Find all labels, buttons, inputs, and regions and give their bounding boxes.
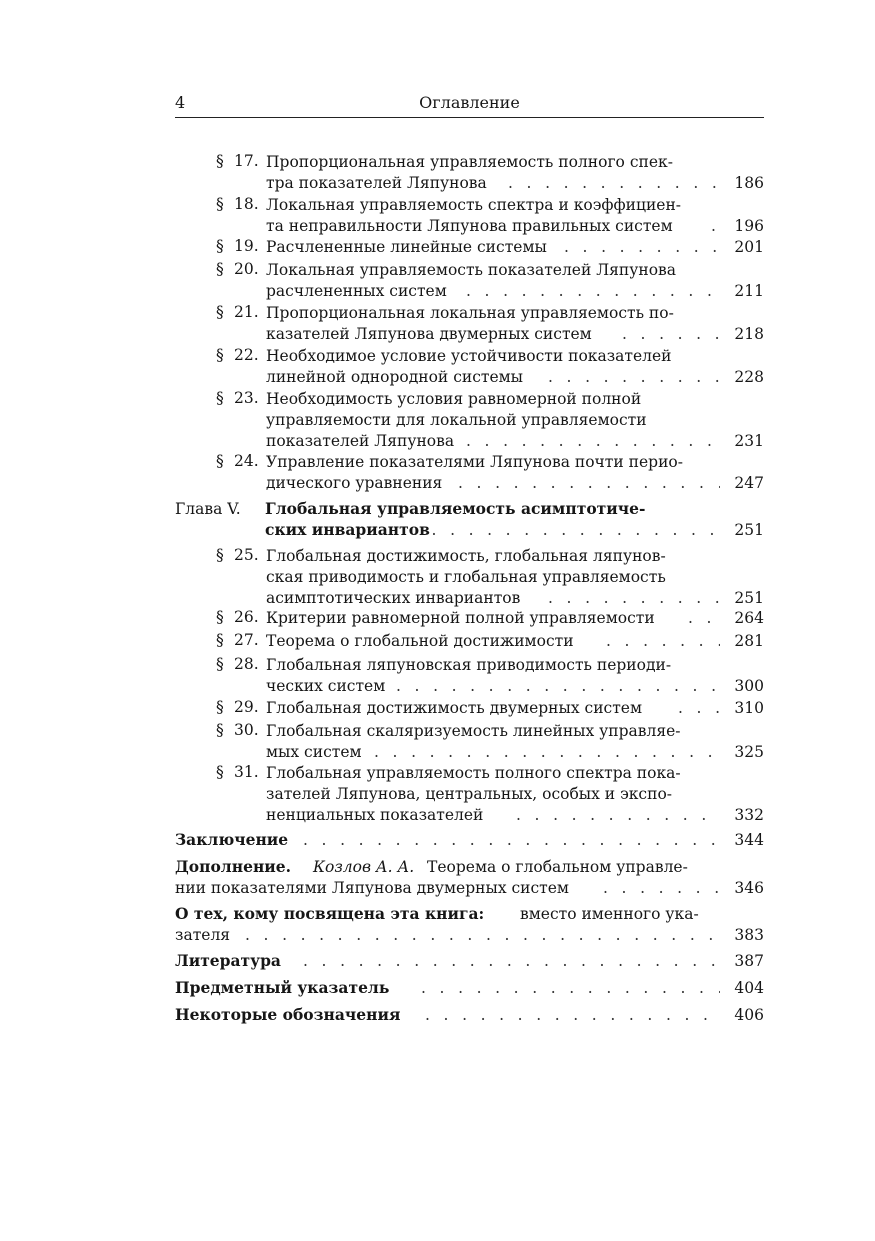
section-sign: § — [216, 152, 224, 170]
page-ref: 344 — [734, 831, 764, 849]
chapter-label: Глава V. — [175, 500, 241, 518]
section-number: 31. — [234, 763, 259, 781]
page-ref: 404 — [734, 979, 764, 997]
section-number: 21. — [234, 303, 259, 321]
entry-line: Теорема о глобальной достижимости — [266, 632, 574, 650]
section-sign: § — [216, 608, 224, 626]
page-ref: 264 — [734, 609, 764, 627]
entry-line: Необходимость условия равномерной полной — [266, 390, 642, 408]
page-ref: 387 — [734, 952, 764, 970]
entry-line: Расчлененные линейные системы — [266, 238, 547, 256]
section-sign: § — [216, 389, 224, 407]
section-number: 23. — [234, 389, 259, 407]
entry-line: ненциальных показателей — [266, 806, 484, 824]
leader-dots — [303, 951, 720, 971]
section-number: 29. — [234, 698, 259, 716]
leader-dots — [564, 237, 720, 257]
page-ref: 281 — [734, 632, 764, 650]
entry-author: Козлов А. А. — [313, 858, 415, 876]
entry-line: асимптотических инвариантов — [266, 589, 521, 607]
page-ref: 218 — [734, 325, 764, 343]
section-sign: § — [216, 763, 224, 781]
entry-line: дического уравнения — [266, 474, 443, 492]
page-ref: 228 — [734, 368, 764, 386]
section-number: 18. — [234, 195, 259, 213]
section-sign: § — [216, 546, 224, 564]
page-ref: 211 — [734, 282, 764, 300]
entry-line: линейной однородной системы — [266, 368, 524, 386]
chapter-title-line: ских инвариантов — [265, 520, 430, 539]
entry-line: Теорема о глобальном управле- — [427, 858, 688, 876]
running-title: Оглавление — [419, 93, 520, 112]
leader-dots — [466, 281, 720, 301]
entry-line: вместо именного ука- — [520, 905, 699, 923]
section-sign: § — [216, 260, 224, 278]
leader-dots — [548, 588, 720, 608]
leader-dots — [516, 805, 720, 825]
section-number: 19. — [234, 237, 259, 255]
section-number: 24. — [234, 452, 259, 470]
page-ref: 300 — [734, 677, 764, 695]
leader-dots — [458, 473, 720, 493]
section-number: 28. — [234, 655, 259, 673]
entry-line: управляемости для локальной управляемости — [266, 411, 647, 429]
leader-dots — [466, 431, 720, 451]
entry-line: Необходимое условие устойчивости показателей — [266, 347, 672, 365]
page-ref: 332 — [734, 806, 764, 824]
page-ref: 310 — [734, 699, 764, 717]
section-sign: § — [216, 346, 224, 364]
page-number: 4 — [175, 93, 186, 112]
section-number: 30. — [234, 721, 259, 739]
entry-line: зателя — [175, 926, 231, 944]
leader-dots — [678, 698, 720, 718]
section-number: 20. — [234, 260, 259, 278]
leader-dots — [303, 830, 720, 850]
entry-line: Глобальная ляпуновская приводимость периоди- — [266, 656, 672, 674]
section-sign: § — [216, 655, 224, 673]
entry-line: Локальная управляемость спектра и коэффициен- — [266, 196, 682, 214]
entry-line: Глобальная достижимость двумерных систем — [266, 699, 643, 717]
leader-dots — [421, 978, 720, 998]
entry-line: нии показателями Ляпунова двумерных систем — [175, 879, 569, 897]
section-number: 26. — [234, 608, 259, 626]
leader-dots — [425, 1005, 720, 1025]
leader-dots — [603, 878, 720, 898]
entry-title: Заключение — [175, 830, 289, 849]
section-sign: § — [216, 303, 224, 321]
page-ref: 251 — [734, 521, 764, 539]
entry-line: Пропорциональная локальная управляемость по- — [266, 304, 674, 322]
entry-line: показателей Ляпунова — [266, 432, 455, 450]
entry-title: Предметный указатель — [175, 978, 390, 997]
section-sign: § — [216, 631, 224, 649]
section-number: 22. — [234, 346, 259, 364]
entry-line: та неправильности Ляпунова правильных систем — [266, 217, 673, 235]
page-ref: 406 — [734, 1006, 764, 1024]
leader-dots — [374, 742, 720, 762]
entry-title: Литература — [175, 951, 281, 970]
entry-line: Глобальная скаляризуемость линейных управляе- — [266, 722, 681, 740]
page-ref: 201 — [734, 238, 764, 256]
page-ref: 325 — [734, 743, 764, 761]
section-sign: § — [216, 452, 224, 470]
entry-line: Управление показателями Ляпунова почти перио- — [266, 453, 683, 471]
entry-line: ская приводимость и глобальная управляемость — [266, 568, 666, 586]
entry-line: казателей Ляпунова двумерных систем — [266, 325, 592, 343]
section-sign: § — [216, 698, 224, 716]
leader-dots — [688, 608, 720, 628]
section-number: 17. — [234, 152, 259, 170]
leader-dots — [245, 925, 720, 945]
page-ref: 383 — [734, 926, 764, 944]
entry-line: ческих систем — [266, 677, 386, 695]
section-sign: § — [216, 721, 224, 739]
page-ref: 251 — [734, 589, 764, 607]
leader-dots — [413, 520, 720, 540]
section-number: 25. — [234, 546, 259, 564]
section-number: 27. — [234, 631, 259, 649]
entry-line: зателей Ляпунова, центральных, особых и экспо- — [266, 785, 673, 803]
entry-line: тра показателей Ляпунова — [266, 174, 487, 192]
entry-title: О тех, кому посвящена эта книга: — [175, 904, 485, 923]
entry-line: Пропорциональная управляемость полного спек- — [266, 153, 673, 171]
entry-line: мых систем — [266, 743, 362, 761]
chapter-title-line: Глобальная управляемость асимптотиче- — [265, 499, 646, 518]
entry-title: Дополнение. — [175, 857, 292, 876]
page-ref: 196 — [734, 217, 764, 235]
page-ref: 247 — [734, 474, 764, 492]
entry-line: расчлененных систем — [266, 282, 447, 300]
entry-line: Локальная управляемость показателей Ляпунова — [266, 261, 677, 279]
page-ref: 186 — [734, 174, 764, 192]
entry-title: Некоторые обозначения — [175, 1005, 401, 1024]
leader-dots — [606, 631, 720, 651]
entry-line: Глобальная достижимость, глобальная ляпунов- — [266, 547, 666, 565]
header-rule — [175, 117, 764, 118]
leader-dots — [711, 216, 720, 236]
section-sign: § — [216, 237, 224, 255]
leader-dots — [508, 173, 720, 193]
running-header — [175, 93, 764, 115]
page-ref: 346 — [734, 879, 764, 897]
entry-line: Глобальная управляемость полного спектра пока- — [266, 764, 681, 782]
entry-line: Критерии равномерной полной управляемости — [266, 609, 655, 627]
leader-dots — [548, 367, 720, 387]
leader-dots — [622, 324, 720, 344]
page-ref: 231 — [734, 432, 764, 450]
leader-dots — [396, 676, 720, 696]
section-sign: § — [216, 195, 224, 213]
